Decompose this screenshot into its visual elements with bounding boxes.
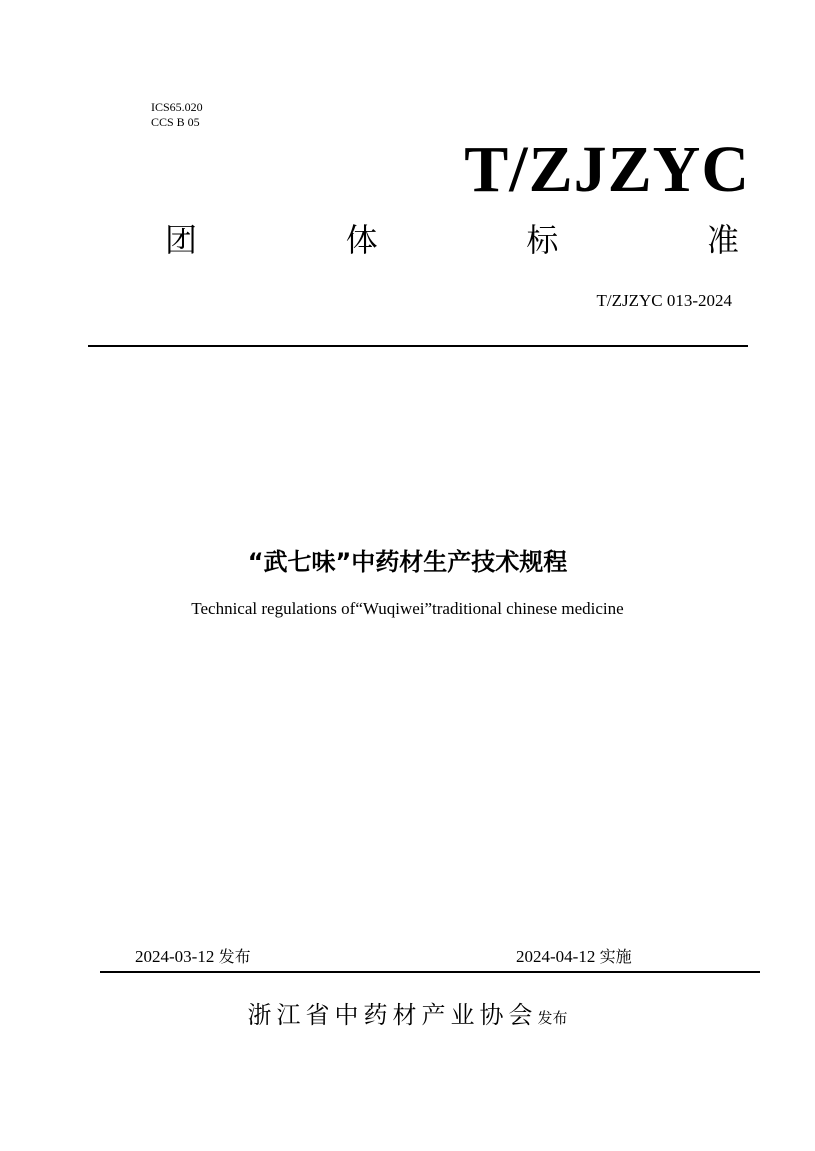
standard-number: T/ZJZYC 013-2024 — [596, 291, 732, 310]
issue-date: 2024-03-12 — [135, 947, 215, 966]
implementation-label: 实施 — [599, 947, 632, 966]
organization-code: T/ZJZYC — [464, 133, 750, 206]
issue-date-line — [135, 946, 251, 968]
standard-type-char-4: 准 — [706, 221, 739, 259]
implementation-date-line — [516, 946, 632, 968]
document-title-english: Technical regulations of“Wuqiwei”traditional chinese medicine — [191, 599, 624, 618]
standard-type-char-3: 标 — [526, 221, 559, 259]
standard-type-heading — [165, 218, 739, 262]
document-title-chinese: “武七味”中药材生产技术规程 — [247, 548, 568, 576]
issue-label: 发布 — [218, 947, 251, 966]
ics-code: ICS65.020 — [151, 100, 203, 114]
ccs-code: CCS B 05 — [151, 115, 200, 129]
standard-type-char-1: 团 — [165, 221, 198, 259]
publisher-name: 浙江省中药材产业协会 — [247, 1001, 538, 1029]
implementation-date: 2024-04-12 — [516, 947, 596, 966]
classification-codes — [151, 100, 203, 130]
publisher-line — [0, 995, 815, 1030]
standard-type-char-2: 体 — [345, 221, 378, 259]
header-divider — [88, 345, 748, 347]
publisher-suffix: 发布 — [537, 1009, 568, 1027]
footer-divider — [100, 971, 760, 973]
